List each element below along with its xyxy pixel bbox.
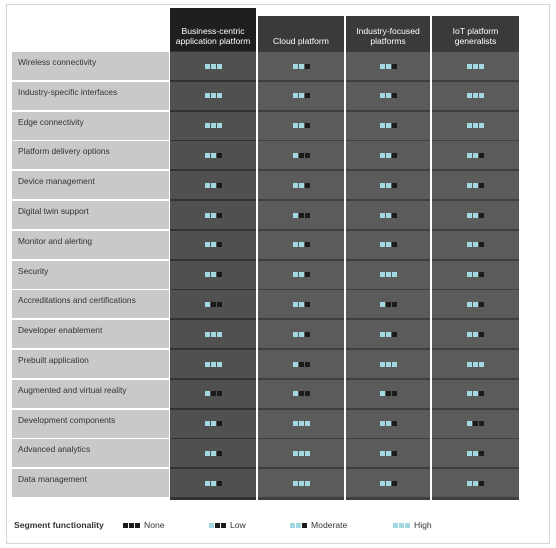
rating-cell <box>170 82 256 110</box>
rating-square <box>479 332 484 337</box>
column-header-business-centric <box>170 8 256 51</box>
rating-cell <box>432 469 519 497</box>
rating-square <box>380 123 385 128</box>
rating-square <box>211 64 216 69</box>
row-label: Augmented and virtual reality <box>12 380 169 408</box>
rating-square <box>205 302 210 307</box>
legend <box>14 518 104 532</box>
rating-square <box>479 93 484 98</box>
rating-square <box>211 93 216 98</box>
rating-cell <box>432 201 519 229</box>
rating-square <box>479 153 484 158</box>
rating-square <box>479 272 484 277</box>
rating-square <box>205 332 210 337</box>
rating-square <box>386 64 391 69</box>
rating-square <box>386 123 391 128</box>
rating-square <box>305 302 310 307</box>
row-label: Monitor and alerting <box>12 231 169 259</box>
rating-square <box>386 93 391 98</box>
rating-cell <box>432 410 519 438</box>
rating-cell <box>258 141 344 169</box>
rating-square <box>217 213 222 218</box>
rating-square <box>467 93 472 98</box>
rating-square <box>392 64 397 69</box>
rating-square <box>479 362 484 367</box>
rating-square <box>380 451 385 456</box>
rating-square <box>467 302 472 307</box>
rating-square <box>305 391 310 396</box>
rating-square <box>380 64 385 69</box>
rating-cell <box>170 261 256 289</box>
rating-square <box>473 451 478 456</box>
rating-square <box>386 213 391 218</box>
rating-square <box>479 213 484 218</box>
rating-square <box>305 242 310 247</box>
column-header-iot-generalists <box>432 16 519 51</box>
row-label: Industry-specific interfaces <box>12 82 169 110</box>
rating-square <box>205 153 210 158</box>
rating-square <box>205 272 210 277</box>
column-header-label: IoT platform generalists <box>452 26 499 46</box>
rating-square <box>305 213 310 218</box>
rating-square <box>467 391 472 396</box>
legend-square <box>393 523 398 528</box>
rating-square <box>473 332 478 337</box>
rating-square <box>217 153 222 158</box>
rating-square <box>217 64 222 69</box>
legend-square <box>135 523 140 528</box>
column-header-label: Cloud platform <box>273 35 329 46</box>
rating-square <box>293 64 298 69</box>
rating-square <box>380 332 385 337</box>
rating-square <box>380 272 385 277</box>
rating-square <box>305 64 310 69</box>
rating-square <box>392 421 397 426</box>
rating-cell <box>346 171 430 199</box>
rating-cell <box>432 380 519 408</box>
rating-cell <box>346 112 430 140</box>
rating-square <box>293 272 298 277</box>
rating-square <box>293 93 298 98</box>
rating-square <box>479 183 484 188</box>
rating-square <box>205 242 210 247</box>
rating-square <box>205 421 210 426</box>
rating-square <box>217 362 222 367</box>
rating-square <box>479 421 484 426</box>
rating-square <box>479 481 484 486</box>
rating-cell <box>346 320 430 348</box>
rating-square <box>392 481 397 486</box>
rating-cell <box>346 469 430 497</box>
legend-label: Moderate <box>311 520 348 530</box>
rating-square <box>205 93 210 98</box>
rating-square <box>467 183 472 188</box>
rating-square <box>293 153 298 158</box>
rating-square <box>217 123 222 128</box>
legend-title: Segment functionality <box>14 520 104 530</box>
rating-cell <box>258 201 344 229</box>
rating-square <box>467 451 472 456</box>
column-header-label: Business-centric application platform <box>175 26 251 46</box>
rating-cell <box>170 290 256 318</box>
rating-cell <box>432 350 519 378</box>
rating-square <box>293 242 298 247</box>
rating-square <box>305 93 310 98</box>
legend-label: None <box>144 520 165 530</box>
rating-square <box>217 272 222 277</box>
rating-cell <box>170 380 256 408</box>
rating-cell <box>258 320 344 348</box>
rating-square <box>386 481 391 486</box>
rating-square <box>473 391 478 396</box>
rating-square <box>217 93 222 98</box>
rating-cell <box>170 231 256 259</box>
rating-cell <box>432 82 519 110</box>
rating-square <box>211 332 216 337</box>
rating-square <box>380 421 385 426</box>
rating-cell <box>432 320 519 348</box>
rating-square <box>467 421 472 426</box>
rating-square <box>392 123 397 128</box>
rating-square <box>380 362 385 367</box>
rating-square <box>473 64 478 69</box>
rating-cell <box>346 82 430 110</box>
rating-cell <box>258 410 344 438</box>
column-header-cloud <box>258 16 344 51</box>
rating-square <box>205 451 210 456</box>
legend-square <box>296 523 301 528</box>
rating-square <box>293 183 298 188</box>
rating-square <box>386 183 391 188</box>
legend-square <box>221 523 226 528</box>
rating-square <box>479 391 484 396</box>
row-label: Security <box>12 261 169 289</box>
rating-square <box>217 451 222 456</box>
rating-square <box>386 391 391 396</box>
rating-square <box>473 123 478 128</box>
rating-cell <box>346 290 430 318</box>
rating-square <box>386 302 391 307</box>
rating-square <box>473 242 478 247</box>
legend-item-high <box>392 518 432 532</box>
rating-square <box>380 302 385 307</box>
legend-item-low <box>208 518 246 532</box>
rating-square <box>293 123 298 128</box>
rating-square <box>392 302 397 307</box>
rating-square <box>211 153 216 158</box>
rating-square <box>217 481 222 486</box>
rating-square <box>211 123 216 128</box>
rating-square <box>211 481 216 486</box>
rating-square <box>479 302 484 307</box>
rating-square <box>211 362 216 367</box>
legend-item-moderate <box>289 518 347 532</box>
rating-cell <box>346 350 430 378</box>
rating-square <box>380 183 385 188</box>
legend-square <box>129 523 134 528</box>
rating-square <box>392 242 397 247</box>
legend-square <box>209 523 214 528</box>
rating-square <box>479 64 484 69</box>
rating-cell <box>258 231 344 259</box>
rating-square <box>299 451 304 456</box>
row-label: Prebuilt application <box>12 350 169 378</box>
rating-square <box>380 213 385 218</box>
rating-cell <box>432 290 519 318</box>
rating-square <box>293 421 298 426</box>
rating-square <box>467 481 472 486</box>
rating-square <box>299 481 304 486</box>
rating-square <box>386 332 391 337</box>
rating-square <box>467 213 472 218</box>
legend-square <box>290 523 295 528</box>
rating-cell <box>170 410 256 438</box>
rating-square <box>467 64 472 69</box>
rating-square <box>473 213 478 218</box>
rating-cell <box>258 82 344 110</box>
rating-cell <box>432 261 519 289</box>
rating-square <box>211 272 216 277</box>
rating-square <box>205 213 210 218</box>
rating-square <box>299 272 304 277</box>
rating-square <box>299 213 304 218</box>
row-label: Digital twin support <box>12 201 169 229</box>
rating-square <box>217 242 222 247</box>
rating-square <box>479 242 484 247</box>
rating-square <box>211 302 216 307</box>
row-label: Data management <box>12 469 169 497</box>
rating-square <box>473 362 478 367</box>
rating-cell <box>346 410 430 438</box>
rating-square <box>293 481 298 486</box>
rating-cell <box>170 350 256 378</box>
rating-square <box>380 153 385 158</box>
rating-square <box>299 153 304 158</box>
rating-square <box>380 481 385 486</box>
rating-square <box>305 451 310 456</box>
rating-cell <box>432 171 519 199</box>
rating-square <box>305 183 310 188</box>
rating-square <box>392 153 397 158</box>
rating-square <box>392 272 397 277</box>
rating-square <box>467 153 472 158</box>
rating-square <box>392 213 397 218</box>
rating-square <box>305 123 310 128</box>
row-label: Developer enablement <box>12 320 169 348</box>
legend-item-none <box>122 518 165 532</box>
rating-square <box>479 451 484 456</box>
rating-cell <box>346 439 430 467</box>
rating-square <box>386 272 391 277</box>
rating-cell <box>258 439 344 467</box>
legend-square <box>215 523 220 528</box>
legend-square <box>399 523 404 528</box>
row-label: Edge connectivity <box>12 112 169 140</box>
rating-square <box>386 421 391 426</box>
rating-square <box>473 183 478 188</box>
rating-cell <box>432 52 519 80</box>
rating-cell <box>170 52 256 80</box>
rating-square <box>211 391 216 396</box>
row-label: Platform delivery options <box>12 141 169 169</box>
rating-cell <box>432 439 519 467</box>
rating-square <box>205 123 210 128</box>
rating-cell <box>432 141 519 169</box>
rating-cell <box>170 141 256 169</box>
rating-square <box>305 362 310 367</box>
rating-cell <box>346 52 430 80</box>
rating-square <box>467 242 472 247</box>
rating-cell <box>258 261 344 289</box>
legend-square <box>123 523 128 528</box>
rating-square <box>305 272 310 277</box>
rating-square <box>293 451 298 456</box>
rating-square <box>473 302 478 307</box>
rating-square <box>205 362 210 367</box>
rating-square <box>217 391 222 396</box>
rating-square <box>293 391 298 396</box>
rating-square <box>299 123 304 128</box>
rating-square <box>467 362 472 367</box>
rating-square <box>305 481 310 486</box>
rating-cell <box>258 380 344 408</box>
rating-square <box>299 421 304 426</box>
rating-square <box>211 213 216 218</box>
rating-square <box>392 391 397 396</box>
column-header-label: Industry-focused platforms <box>356 26 420 46</box>
rating-square <box>211 183 216 188</box>
rating-square <box>392 362 397 367</box>
rating-cell <box>258 350 344 378</box>
rating-square <box>386 362 391 367</box>
legend-label: Low <box>230 520 246 530</box>
rating-square <box>305 332 310 337</box>
rating-square <box>293 362 298 367</box>
rating-cell <box>432 112 519 140</box>
rating-square <box>392 93 397 98</box>
rating-cell <box>346 231 430 259</box>
rating-square <box>205 64 210 69</box>
rating-cell <box>170 171 256 199</box>
rating-cell <box>346 380 430 408</box>
rating-cell <box>346 141 430 169</box>
rating-cell <box>170 469 256 497</box>
row-label: Advanced analytics <box>12 439 169 467</box>
rating-cell <box>346 201 430 229</box>
rating-cell <box>258 171 344 199</box>
rating-square <box>211 451 216 456</box>
rating-square <box>380 242 385 247</box>
rating-square <box>386 451 391 456</box>
rating-square <box>299 362 304 367</box>
rating-square <box>299 302 304 307</box>
legend-square <box>302 523 307 528</box>
rating-square <box>305 421 310 426</box>
rating-cell <box>258 112 344 140</box>
legend-label: High <box>414 520 432 530</box>
rating-square <box>380 391 385 396</box>
rating-square <box>473 481 478 486</box>
rating-square <box>217 302 222 307</box>
rating-square <box>467 123 472 128</box>
rating-square <box>473 272 478 277</box>
rating-square <box>293 332 298 337</box>
rating-square <box>205 481 210 486</box>
rating-square <box>473 93 478 98</box>
rating-cell <box>170 201 256 229</box>
rating-cell <box>346 261 430 289</box>
rating-cell <box>432 231 519 259</box>
rating-square <box>299 93 304 98</box>
legend-square <box>405 523 410 528</box>
rating-cell <box>258 52 344 80</box>
rating-square <box>205 183 210 188</box>
rating-square <box>392 332 397 337</box>
rating-square <box>467 272 472 277</box>
rating-cell <box>170 439 256 467</box>
row-label: Development components <box>12 410 169 438</box>
row-label: Wireless connectivity <box>12 52 169 80</box>
rating-square <box>299 332 304 337</box>
rating-square <box>293 302 298 307</box>
rating-square <box>467 332 472 337</box>
rating-square <box>299 242 304 247</box>
rating-square <box>392 451 397 456</box>
rating-square <box>299 391 304 396</box>
rating-square <box>473 421 478 426</box>
rating-square <box>380 93 385 98</box>
column-header-industry-focused <box>346 16 430 51</box>
rating-square <box>217 183 222 188</box>
row-label: Device management <box>12 171 169 199</box>
rating-square <box>211 421 216 426</box>
rating-square <box>305 153 310 158</box>
rating-square <box>211 242 216 247</box>
rating-square <box>392 183 397 188</box>
rating-cell <box>170 320 256 348</box>
rating-square <box>205 391 210 396</box>
rating-square <box>479 123 484 128</box>
row-label: Accreditations and certifications <box>12 290 169 318</box>
rating-square <box>293 213 298 218</box>
rating-cell <box>258 290 344 318</box>
rating-square <box>217 332 222 337</box>
rating-square <box>299 183 304 188</box>
rating-cell <box>258 469 344 497</box>
rating-cell <box>170 112 256 140</box>
rating-square <box>386 153 391 158</box>
rating-square <box>217 421 222 426</box>
rating-square <box>299 64 304 69</box>
rating-square <box>386 242 391 247</box>
rating-square <box>473 153 478 158</box>
